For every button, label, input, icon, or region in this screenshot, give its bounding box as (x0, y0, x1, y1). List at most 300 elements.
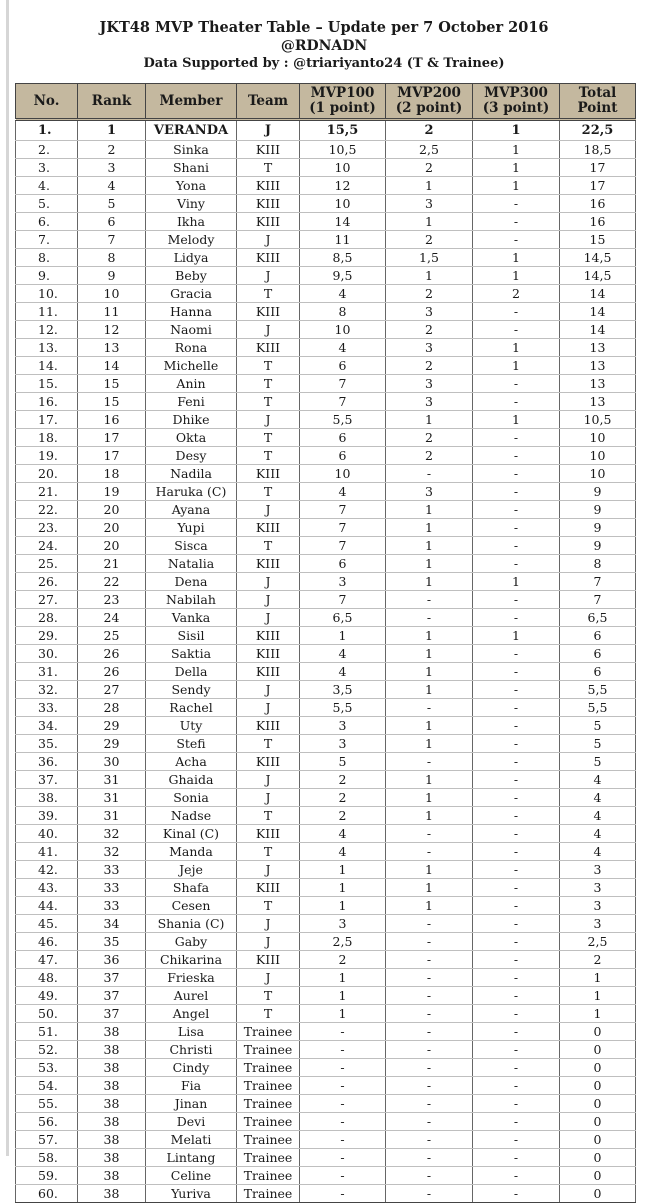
total-point-cell: 17 (560, 159, 636, 177)
row-number: 4. (16, 177, 78, 195)
member-cell: Vanka (146, 609, 237, 627)
member-cell: Devi (146, 1113, 237, 1131)
table-row (16, 1095, 636, 1113)
total-point-cell: 0 (560, 1077, 636, 1095)
rank-cell: 15 (78, 375, 146, 393)
table-row (16, 645, 636, 663)
rank-cell: 6 (78, 213, 146, 231)
row-number: 23. (16, 519, 78, 537)
mvp200-cell: 1 (386, 861, 473, 879)
rank-cell: 3 (78, 159, 146, 177)
mvp300-cell: - (473, 1167, 560, 1185)
mvp200-cell: - (386, 843, 473, 861)
total-point-cell: 13 (560, 393, 636, 411)
team-cell: J (237, 231, 300, 249)
table-row (16, 375, 636, 393)
mvp200-cell: 1 (386, 717, 473, 735)
rank-cell: 32 (78, 825, 146, 843)
row-number: 10. (16, 285, 78, 303)
mvp100-cell: 3 (300, 915, 386, 933)
member-cell: Sendy (146, 681, 237, 699)
member-cell: Acha (146, 753, 237, 771)
mvp100-cell: 7 (300, 591, 386, 609)
team-cell: Trainee (237, 1095, 300, 1113)
total-point-cell: 0 (560, 1059, 636, 1077)
rank-cell: 38 (78, 1077, 146, 1095)
mvp200-cell: 3 (386, 339, 473, 357)
mvp100-cell: 6 (300, 429, 386, 447)
team-cell: KIII (237, 555, 300, 573)
mvp100-cell: 2 (300, 771, 386, 789)
mvp100-cell: 8 (300, 303, 386, 321)
mvp200-cell: - (386, 465, 473, 483)
total-point-cell: 7 (560, 573, 636, 591)
table-row (16, 537, 636, 555)
row-number: 2. (16, 141, 78, 159)
team-cell: T (237, 447, 300, 465)
rank-cell: 33 (78, 897, 146, 915)
mvp300-cell: - (473, 879, 560, 897)
mvp300-cell: - (473, 933, 560, 951)
rank-cell: 22 (78, 573, 146, 591)
member-cell: Nadse (146, 807, 237, 825)
mvp300-cell: - (473, 1041, 560, 1059)
total-point-cell: 4 (560, 789, 636, 807)
mvp200-cell: - (386, 1005, 473, 1023)
rank-cell: 18 (78, 465, 146, 483)
total-point-cell: 9 (560, 483, 636, 501)
mvp300-cell: - (473, 1059, 560, 1077)
team-cell: J (237, 120, 300, 141)
rank-cell: 10 (78, 285, 146, 303)
member-cell: Desy (146, 447, 237, 465)
mvp200-cell: - (386, 1023, 473, 1041)
mvp300-cell: 1 (473, 627, 560, 645)
table-row (16, 213, 636, 231)
mvp300-cell: 1 (473, 411, 560, 429)
rank-cell: 29 (78, 717, 146, 735)
mvp200-cell: - (386, 591, 473, 609)
mvp100-cell: - (300, 1113, 386, 1131)
row-number: 52. (16, 1041, 78, 1059)
mvp200-cell: 1 (386, 411, 473, 429)
mvp300-cell: - (473, 1185, 560, 1203)
member-cell: Uty (146, 717, 237, 735)
row-number: 44. (16, 897, 78, 915)
table-row (16, 591, 636, 609)
mvp100-cell: 2 (300, 789, 386, 807)
mvp200-cell: - (386, 753, 473, 771)
row-number: 8. (16, 249, 78, 267)
total-point-cell: 3 (560, 879, 636, 897)
row-number: 22. (16, 501, 78, 519)
mvp-results-table (15, 83, 636, 1203)
team-cell: J (237, 681, 300, 699)
mvp200-cell: - (386, 609, 473, 627)
member-cell: Sisca (146, 537, 237, 555)
mvp100-cell: 3 (300, 573, 386, 591)
member-cell: Celine (146, 1167, 237, 1185)
total-point-cell: 14 (560, 285, 636, 303)
mvp300-cell: - (473, 969, 560, 987)
rank-cell: 32 (78, 843, 146, 861)
rank-cell: 38 (78, 1095, 146, 1113)
total-point-cell: 3 (560, 861, 636, 879)
total-point-cell: 10 (560, 465, 636, 483)
mvp300-cell: - (473, 717, 560, 735)
mvp300-cell: - (473, 825, 560, 843)
total-point-cell: 2,5 (560, 933, 636, 951)
mvp100-cell: 2 (300, 807, 386, 825)
mvp300-cell: - (473, 699, 560, 717)
team-cell: KIII (237, 303, 300, 321)
rank-cell: 38 (78, 1059, 146, 1077)
rank-cell: 17 (78, 447, 146, 465)
team-cell: J (237, 267, 300, 285)
team-cell: KIII (237, 339, 300, 357)
table-row (16, 933, 636, 951)
rank-cell: 26 (78, 645, 146, 663)
mvp300-cell: - (473, 663, 560, 681)
table-row (16, 483, 636, 501)
row-number: 5. (16, 195, 78, 213)
table-row (16, 879, 636, 897)
total-point-cell: 16 (560, 195, 636, 213)
mvp200-cell: - (386, 1149, 473, 1167)
mvp100-cell: - (300, 1077, 386, 1095)
row-number: 17. (16, 411, 78, 429)
member-cell: Melati (146, 1131, 237, 1149)
table-row (16, 717, 636, 735)
mvp200-cell: - (386, 1077, 473, 1095)
mvp200-cell: 1 (386, 501, 473, 519)
row-number: 33. (16, 699, 78, 717)
mvp200-cell: 1 (386, 789, 473, 807)
row-number: 38. (16, 789, 78, 807)
member-cell: Dena (146, 573, 237, 591)
mvp300-cell: - (473, 951, 560, 969)
team-cell: KIII (237, 879, 300, 897)
member-cell: Christi (146, 1041, 237, 1059)
mvp100-cell: 10 (300, 321, 386, 339)
page-left-border (6, 0, 9, 1156)
team-cell: KIII (237, 213, 300, 231)
mvp100-cell: 6,5 (300, 609, 386, 627)
mvp100-cell: 7 (300, 501, 386, 519)
total-point-cell: 3 (560, 915, 636, 933)
total-point-cell: 4 (560, 843, 636, 861)
table-row (16, 843, 636, 861)
rank-cell: 29 (78, 735, 146, 753)
member-cell: Ikha (146, 213, 237, 231)
member-cell: Stefi (146, 735, 237, 753)
mvp200-cell: - (386, 1131, 473, 1149)
mvp200-cell: 1 (386, 897, 473, 915)
rank-cell: 4 (78, 177, 146, 195)
row-number: 45. (16, 915, 78, 933)
total-point-cell: 2 (560, 951, 636, 969)
mvp200-cell: - (386, 1185, 473, 1203)
team-cell: T (237, 285, 300, 303)
row-number: 42. (16, 861, 78, 879)
team-cell: Trainee (237, 1059, 300, 1077)
mvp300-cell: - (473, 843, 560, 861)
mvp100-cell: 7 (300, 537, 386, 555)
table-row (16, 789, 636, 807)
member-cell: Cesen (146, 897, 237, 915)
mvp200-cell: 1 (386, 645, 473, 663)
mvp300-cell: - (473, 1077, 560, 1095)
member-cell: Naomi (146, 321, 237, 339)
mvp200-cell: 1 (386, 807, 473, 825)
mvp100-cell: 10 (300, 195, 386, 213)
mvp300-cell: - (473, 915, 560, 933)
member-cell: Shani (146, 159, 237, 177)
mvp100-cell: 6 (300, 447, 386, 465)
mvp100-cell: 2 (300, 951, 386, 969)
total-point-cell: 0 (560, 1113, 636, 1131)
total-point-cell: 15 (560, 231, 636, 249)
team-cell: KIII (237, 717, 300, 735)
mvp200-cell: 3 (386, 195, 473, 213)
mvp300-cell: - (473, 1113, 560, 1131)
table-row (16, 411, 636, 429)
row-number: 60. (16, 1185, 78, 1203)
author-handle: @RDNADN (280, 38, 368, 54)
team-cell: J (237, 861, 300, 879)
row-number: 56. (16, 1113, 78, 1131)
member-cell: Anin (146, 375, 237, 393)
team-cell: T (237, 537, 300, 555)
total-point-cell: 14 (560, 303, 636, 321)
col-header-mvp200: MVP200 (2 point) (386, 84, 473, 120)
row-number: 37. (16, 771, 78, 789)
mvp100-cell: 5 (300, 753, 386, 771)
row-number: 35. (16, 735, 78, 753)
member-cell: Gracia (146, 285, 237, 303)
row-number: 31. (16, 663, 78, 681)
rank-cell: 33 (78, 879, 146, 897)
row-number: 54. (16, 1077, 78, 1095)
table-row (16, 951, 636, 969)
mvp100-cell: 6 (300, 555, 386, 573)
team-cell: KIII (237, 753, 300, 771)
total-point-cell: 5,5 (560, 699, 636, 717)
team-cell: T (237, 429, 300, 447)
table-row (16, 231, 636, 249)
mvp200-cell: - (386, 699, 473, 717)
mvp200-cell: - (386, 951, 473, 969)
table-row (16, 1149, 636, 1167)
table-row (16, 609, 636, 627)
table-row (16, 339, 636, 357)
mvp100-cell: 7 (300, 375, 386, 393)
total-point-cell: 16 (560, 213, 636, 231)
total-point-cell: 7 (560, 591, 636, 609)
team-cell: T (237, 357, 300, 375)
mvp200-cell: - (386, 987, 473, 1005)
team-cell: Trainee (237, 1185, 300, 1203)
table-row (16, 267, 636, 285)
table-row (16, 429, 636, 447)
rank-cell: 20 (78, 501, 146, 519)
table-row (16, 699, 636, 717)
row-number: 27. (16, 591, 78, 609)
rank-cell: 38 (78, 1167, 146, 1185)
document-title: JKT48 MVP Theater Table – Update per 7 October 2016 (99, 19, 549, 36)
col-header-no: No. (16, 84, 78, 120)
col-header-mvp100: MVP100 (1 point) (300, 84, 386, 120)
team-cell: T (237, 843, 300, 861)
table-row (16, 159, 636, 177)
row-number: 19. (16, 447, 78, 465)
table-row (16, 501, 636, 519)
total-point-cell: 3 (560, 897, 636, 915)
mvp200-cell: 1 (386, 879, 473, 897)
mvp200-cell: 1 (386, 537, 473, 555)
team-cell: KIII (237, 825, 300, 843)
rank-cell: 16 (78, 411, 146, 429)
mvp200-cell: 1 (386, 213, 473, 231)
member-cell: Kinal (C) (146, 825, 237, 843)
mvp100-cell: - (300, 1095, 386, 1113)
table-row (16, 141, 636, 159)
mvp200-cell: 2 (386, 429, 473, 447)
col-header-rank: Rank (78, 84, 146, 120)
mvp100-cell: 1 (300, 897, 386, 915)
mvp100-cell: 10 (300, 465, 386, 483)
mvp100-cell: 1 (300, 879, 386, 897)
team-cell: T (237, 393, 300, 411)
member-cell: Saktia (146, 645, 237, 663)
mvp100-cell: 7 (300, 519, 386, 537)
mvp200-cell: 2 (386, 447, 473, 465)
mvp200-cell: 2 (386, 285, 473, 303)
mvp100-cell: 4 (300, 825, 386, 843)
member-cell: Michelle (146, 357, 237, 375)
mvp300-cell: - (473, 519, 560, 537)
member-cell: Fia (146, 1077, 237, 1095)
row-number: 50. (16, 1005, 78, 1023)
team-cell: J (237, 771, 300, 789)
member-cell: Rona (146, 339, 237, 357)
mvp100-cell: - (300, 1167, 386, 1185)
mvp100-cell: 1 (300, 987, 386, 1005)
rank-cell: 37 (78, 1005, 146, 1023)
mvp300-cell: - (473, 447, 560, 465)
mvp200-cell: 1 (386, 627, 473, 645)
member-cell: Yuriva (146, 1185, 237, 1203)
row-number: 48. (16, 969, 78, 987)
mvp200-cell: - (386, 1095, 473, 1113)
mvp200-cell: 1 (386, 573, 473, 591)
mvp100-cell: 3,5 (300, 681, 386, 699)
team-cell: J (237, 915, 300, 933)
table-row (16, 1077, 636, 1095)
row-number: 6. (16, 213, 78, 231)
mvp300-cell: - (473, 321, 560, 339)
team-cell: J (237, 609, 300, 627)
table-row (16, 573, 636, 591)
rank-cell: 5 (78, 195, 146, 213)
mvp100-cell: 11 (300, 231, 386, 249)
rank-cell: 31 (78, 807, 146, 825)
team-cell: T (237, 807, 300, 825)
total-point-cell: 4 (560, 825, 636, 843)
mvp100-cell: 10 (300, 159, 386, 177)
col-header-team: Team (237, 84, 300, 120)
row-number: 32. (16, 681, 78, 699)
table-row (16, 177, 636, 195)
data-source-credit: Data Supported by : @triariyanto24 (T & Trainee) (143, 56, 505, 71)
row-number: 18. (16, 429, 78, 447)
mvp300-cell: 1 (473, 267, 560, 285)
member-cell: Della (146, 663, 237, 681)
row-number: 28. (16, 609, 78, 627)
table-row (16, 1131, 636, 1149)
team-cell: Trainee (237, 1077, 300, 1095)
table-row (16, 969, 636, 987)
table-row (16, 1059, 636, 1077)
member-cell: Nadila (146, 465, 237, 483)
total-point-cell: 13 (560, 357, 636, 375)
table-row (16, 807, 636, 825)
mvp100-cell: 5,5 (300, 411, 386, 429)
mvp300-cell: - (473, 1023, 560, 1041)
table-row (16, 825, 636, 843)
mvp100-cell: 1 (300, 627, 386, 645)
mvp300-cell: - (473, 375, 560, 393)
team-cell: J (237, 411, 300, 429)
mvp100-cell: - (300, 1185, 386, 1203)
team-cell: J (237, 591, 300, 609)
member-cell: Nabilah (146, 591, 237, 609)
total-point-cell: 9 (560, 519, 636, 537)
total-point-cell: 18,5 (560, 141, 636, 159)
mvp200-cell: 1 (386, 771, 473, 789)
mvp100-cell: 6 (300, 357, 386, 375)
mvp300-cell: - (473, 1095, 560, 1113)
team-cell: J (237, 573, 300, 591)
member-cell: Lintang (146, 1149, 237, 1167)
total-point-cell: 6 (560, 645, 636, 663)
col-header-total: Total Point (560, 84, 636, 120)
member-cell: Viny (146, 195, 237, 213)
table-row (16, 321, 636, 339)
team-cell: KIII (237, 645, 300, 663)
table-row (16, 771, 636, 789)
row-number: 53. (16, 1059, 78, 1077)
team-cell: J (237, 321, 300, 339)
rank-cell: 17 (78, 429, 146, 447)
mvp300-cell: 1 (473, 339, 560, 357)
mvp300-cell: - (473, 861, 560, 879)
team-cell: KIII (237, 177, 300, 195)
member-cell: Lisa (146, 1023, 237, 1041)
mvp300-cell: - (473, 1005, 560, 1023)
row-number: 49. (16, 987, 78, 1005)
row-number: 13. (16, 339, 78, 357)
mvp200-cell: 2 (386, 321, 473, 339)
mvp200-cell: 1 (386, 177, 473, 195)
rank-cell: 2 (78, 141, 146, 159)
team-cell: Trainee (237, 1023, 300, 1041)
member-cell: Ayana (146, 501, 237, 519)
total-point-cell: 0 (560, 1149, 636, 1167)
mvp100-cell: 1 (300, 1005, 386, 1023)
member-cell: Cindy (146, 1059, 237, 1077)
team-cell: Trainee (237, 1041, 300, 1059)
